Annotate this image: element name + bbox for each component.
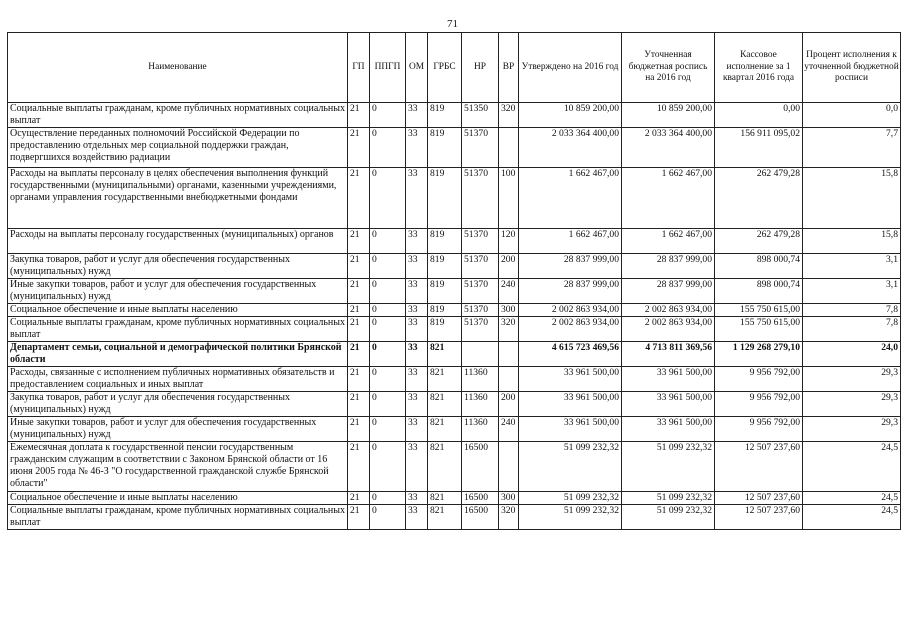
- cell-cash: 12 507 237,60: [715, 505, 803, 530]
- cell-percent: 7,8: [803, 304, 901, 317]
- cell-percent: 29,3: [803, 367, 901, 392]
- table-row: [8, 128, 901, 168]
- cell-refined: 33 961 500,00: [622, 392, 715, 417]
- cell-approved: 33 961 500,00: [519, 392, 622, 417]
- cell-approved: 1 662 467,00: [519, 168, 622, 229]
- cell-refined: 28 837 999,00: [622, 254, 715, 279]
- table-row: [8, 367, 901, 392]
- cell-ppgp: 0: [370, 392, 406, 417]
- cell-grbs: 819: [428, 128, 462, 168]
- table-row: [8, 279, 901, 304]
- table-row: [8, 505, 901, 530]
- cell-np: 51370: [462, 279, 499, 304]
- cell-grbs: 819: [428, 168, 462, 229]
- cell-np: 16500: [462, 492, 499, 505]
- cell-ppgp: 0: [370, 442, 406, 492]
- cell-cash: 898 000,74: [715, 254, 803, 279]
- cell-ppgp: 0: [370, 279, 406, 304]
- cell-ppgp: 0: [370, 168, 406, 229]
- cell-percent: 7,8: [803, 317, 901, 342]
- cell-grbs: 819: [428, 279, 462, 304]
- cell-percent: 24,5: [803, 505, 901, 530]
- cell-np: 11360: [462, 392, 499, 417]
- cell-refined: 2 033 364 400,00: [622, 128, 715, 168]
- cell-approved: 51 099 232,32: [519, 492, 622, 505]
- table-row: [8, 304, 901, 317]
- cell-om: 33: [406, 254, 428, 279]
- cell-percent: 24,5: [803, 492, 901, 505]
- cell-om: 33: [406, 492, 428, 505]
- cell-om: 33: [406, 103, 428, 128]
- cell-cash: 262 479,28: [715, 168, 803, 229]
- cell-refined: 33 961 500,00: [622, 367, 715, 392]
- cell-cash: 9 956 792,00: [715, 367, 803, 392]
- cell-name: Социальное обеспечение и иные выплаты населению: [8, 492, 348, 505]
- cell-vr: 300: [499, 304, 519, 317]
- cell-cash: 898 000,74: [715, 279, 803, 304]
- cell-ppgp: 0: [370, 342, 406, 367]
- cell-percent: 15,8: [803, 229, 901, 254]
- table-row: [8, 103, 901, 128]
- cell-om: 33: [406, 417, 428, 442]
- cell-gp: 21: [348, 367, 370, 392]
- cell-om: 33: [406, 442, 428, 492]
- cell-ppgp: 0: [370, 304, 406, 317]
- cell-approved: 10 859 200,00: [519, 103, 622, 128]
- header-om: ОМ: [406, 33, 428, 103]
- cell-refined: 51 099 232,32: [622, 492, 715, 505]
- cell-grbs: 819: [428, 103, 462, 128]
- header-np: НР: [462, 33, 499, 103]
- cell-percent: 7,7: [803, 128, 901, 168]
- cell-name: Расходы, связанные с исполнением публичных нормативных обязательств и предоставлением социальных и иных выплат: [8, 367, 348, 392]
- header-ppgp: ППГП: [370, 33, 406, 103]
- table-row: [8, 492, 901, 505]
- cell-np: 11360: [462, 367, 499, 392]
- cell-np: 51370: [462, 168, 499, 229]
- cell-gp: 21: [348, 317, 370, 342]
- cell-vr: [499, 128, 519, 168]
- cell-om: 33: [406, 279, 428, 304]
- cell-approved: 2 002 863 934,00: [519, 317, 622, 342]
- cell-refined: 2 002 863 934,00: [622, 304, 715, 317]
- cell-grbs: 819: [428, 317, 462, 342]
- cell-name: Социальные выплаты гражданам, кроме публичных нормативных социальных выплат: [8, 103, 348, 128]
- table-row: [8, 417, 901, 442]
- cell-np: 51370: [462, 254, 499, 279]
- cell-vr: [499, 442, 519, 492]
- cell-vr: 200: [499, 254, 519, 279]
- cell-grbs: 821: [428, 367, 462, 392]
- cell-percent: 3,1: [803, 254, 901, 279]
- cell-grbs: 821: [428, 342, 462, 367]
- cell-om: 33: [406, 304, 428, 317]
- cell-grbs: 821: [428, 492, 462, 505]
- cell-cash: 155 750 615,00: [715, 304, 803, 317]
- cell-vr: [499, 367, 519, 392]
- cell-approved: 4 615 723 469,56: [519, 342, 622, 367]
- cell-refined: 10 859 200,00: [622, 103, 715, 128]
- header-refined: Уточненная бюджетная роспись на 2016 год: [622, 33, 715, 103]
- cell-om: 33: [406, 342, 428, 367]
- cell-gp: 21: [348, 442, 370, 492]
- cell-vr: 320: [499, 103, 519, 128]
- cell-refined: 1 662 467,00: [622, 229, 715, 254]
- table-row: [8, 254, 901, 279]
- cell-approved: 2 002 863 934,00: [519, 304, 622, 317]
- cell-name: Иные закупки товаров, работ и услуг для обеспечения государственных (муниципальных) нужд: [8, 279, 348, 304]
- cell-refined: 1 662 467,00: [622, 168, 715, 229]
- cell-gp: 21: [348, 128, 370, 168]
- cell-approved: 51 099 232,32: [519, 505, 622, 530]
- cell-percent: 29,3: [803, 392, 901, 417]
- cell-vr: 320: [499, 317, 519, 342]
- cell-ppgp: 0: [370, 128, 406, 168]
- cell-gp: 21: [348, 342, 370, 367]
- cell-percent: 29,3: [803, 417, 901, 442]
- cell-vr: 240: [499, 417, 519, 442]
- cell-grbs: 821: [428, 392, 462, 417]
- cell-vr: 300: [499, 492, 519, 505]
- header-cash: Кассовое исполнение за 1 квартал 2016 года: [715, 33, 803, 103]
- cell-cash: 0,00: [715, 103, 803, 128]
- cell-ppgp: 0: [370, 254, 406, 279]
- cell-ppgp: 0: [370, 229, 406, 254]
- cell-np: 51370: [462, 229, 499, 254]
- cell-grbs: 819: [428, 229, 462, 254]
- header-vr: ВР: [499, 33, 519, 103]
- cell-percent: 15,8: [803, 168, 901, 229]
- cell-gp: 21: [348, 279, 370, 304]
- cell-gp: 21: [348, 492, 370, 505]
- cell-name: Социальное обеспечение и иные выплаты населению: [8, 304, 348, 317]
- cell-ppgp: 0: [370, 492, 406, 505]
- cell-name: Иные закупки товаров, работ и услуг для обеспечения государственных (муниципальных) нужд: [8, 417, 348, 442]
- cell-ppgp: 0: [370, 317, 406, 342]
- cell-vr: 240: [499, 279, 519, 304]
- cell-refined: 51 099 232,32: [622, 505, 715, 530]
- cell-vr: 200: [499, 392, 519, 417]
- cell-np: 16500: [462, 505, 499, 530]
- cell-name: Расходы на выплаты персоналу в целях обеспечения выполнения функций государственными (муниципальными) органами, казенными учреждениями, органами управления государственными внебюджетными фондами: [8, 168, 348, 229]
- cell-approved: 1 662 467,00: [519, 229, 622, 254]
- table-row: [8, 229, 901, 254]
- cell-cash: 9 956 792,00: [715, 417, 803, 442]
- cell-np: 16500: [462, 442, 499, 492]
- cell-gp: 21: [348, 229, 370, 254]
- cell-name: Закупка товаров, работ и услуг для обеспечения государственных (муниципальных) нужд: [8, 392, 348, 417]
- cell-vr: 120: [499, 229, 519, 254]
- cell-cash: 9 956 792,00: [715, 392, 803, 417]
- cell-gp: 21: [348, 168, 370, 229]
- cell-cash: 156 911 095,02: [715, 128, 803, 168]
- cell-gp: 21: [348, 254, 370, 279]
- cell-om: 33: [406, 168, 428, 229]
- cell-name: Осуществление переданных полномочий Российской Федерации по предоставлению отдельных мер социальной поддержки граждан, подвергшихся воздействию радиации: [8, 128, 348, 168]
- cell-cash: 12 507 237,60: [715, 442, 803, 492]
- cell-gp: 21: [348, 392, 370, 417]
- cell-approved: 28 837 999,00: [519, 254, 622, 279]
- cell-cash: 155 750 615,00: [715, 317, 803, 342]
- cell-refined: 2 002 863 934,00: [622, 317, 715, 342]
- cell-cash: 1 129 268 279,10: [715, 342, 803, 367]
- cell-gp: 21: [348, 417, 370, 442]
- cell-om: 33: [406, 367, 428, 392]
- cell-name: Департамент семьи, социальной и демографической политики Брянской области: [8, 342, 348, 367]
- cell-percent: 0,0: [803, 103, 901, 128]
- cell-name: Социальные выплаты гражданам, кроме публичных нормативных социальных выплат: [8, 317, 348, 342]
- cell-om: 33: [406, 229, 428, 254]
- cell-refined: 51 099 232,32: [622, 442, 715, 492]
- cell-grbs: 821: [428, 417, 462, 442]
- table-row: [8, 317, 901, 342]
- cell-vr: 100: [499, 168, 519, 229]
- header-percent: Процент исполнения к уточненной бюджетной росписи: [803, 33, 901, 103]
- cell-om: 33: [406, 505, 428, 530]
- cell-grbs: 821: [428, 442, 462, 492]
- cell-refined: 4 713 811 369,56: [622, 342, 715, 367]
- cell-grbs: 819: [428, 254, 462, 279]
- cell-percent: 24,0: [803, 342, 901, 367]
- cell-name: Закупка товаров, работ и услуг для обеспечения государственных (муниципальных) нужд: [8, 254, 348, 279]
- table-row: [8, 442, 901, 492]
- cell-name: Ежемесячная доплата к государственной пенсии государственным гражданским служащим в соответствии с Законом Брянской области от 16 июня 2005 года № 46-З "О государственной гражданской службе Брянской области": [8, 442, 348, 492]
- cell-np: 51370: [462, 304, 499, 317]
- header-grbs: ГРБС: [428, 33, 462, 103]
- page-number: 71: [447, 18, 458, 30]
- cell-gp: 21: [348, 304, 370, 317]
- cell-np: 11360: [462, 417, 499, 442]
- cell-name: Социальные выплаты гражданам, кроме публичных нормативных социальных выплат: [8, 505, 348, 530]
- table-row: [8, 392, 901, 417]
- cell-approved: 33 961 500,00: [519, 367, 622, 392]
- header-approved: Утверждено на 2016 год: [519, 33, 622, 103]
- cell-approved: 2 033 364 400,00: [519, 128, 622, 168]
- cell-gp: 21: [348, 103, 370, 128]
- cell-vr: [499, 342, 519, 367]
- cell-grbs: 821: [428, 505, 462, 530]
- cell-refined: 33 961 500,00: [622, 417, 715, 442]
- cell-ppgp: 0: [370, 505, 406, 530]
- table-row: [8, 342, 901, 367]
- cell-np: 51370: [462, 128, 499, 168]
- table-row: [8, 168, 901, 229]
- cell-percent: 24,5: [803, 442, 901, 492]
- cell-np: [462, 342, 499, 367]
- cell-om: 33: [406, 317, 428, 342]
- cell-np: 51350: [462, 103, 499, 128]
- header-name: Наименование: [8, 33, 348, 103]
- cell-approved: 33 961 500,00: [519, 417, 622, 442]
- cell-cash: 12 507 237,60: [715, 492, 803, 505]
- cell-ppgp: 0: [370, 367, 406, 392]
- budget-table: [7, 32, 901, 530]
- cell-om: 33: [406, 128, 428, 168]
- cell-percent: 3,1: [803, 279, 901, 304]
- cell-ppgp: 0: [370, 417, 406, 442]
- cell-cash: 262 479,28: [715, 229, 803, 254]
- cell-approved: 51 099 232,32: [519, 442, 622, 492]
- cell-name: Расходы на выплаты персоналу государственных (муниципальных) органов: [8, 229, 348, 254]
- cell-vr: 320: [499, 505, 519, 530]
- cell-om: 33: [406, 392, 428, 417]
- cell-refined: 28 837 999,00: [622, 279, 715, 304]
- table-body: [8, 103, 901, 530]
- header-gp: ГП: [348, 33, 370, 103]
- cell-grbs: 819: [428, 304, 462, 317]
- cell-approved: 28 837 999,00: [519, 279, 622, 304]
- table-header-row: [8, 33, 901, 103]
- cell-gp: 21: [348, 505, 370, 530]
- cell-np: 51370: [462, 317, 499, 342]
- cell-ppgp: 0: [370, 103, 406, 128]
